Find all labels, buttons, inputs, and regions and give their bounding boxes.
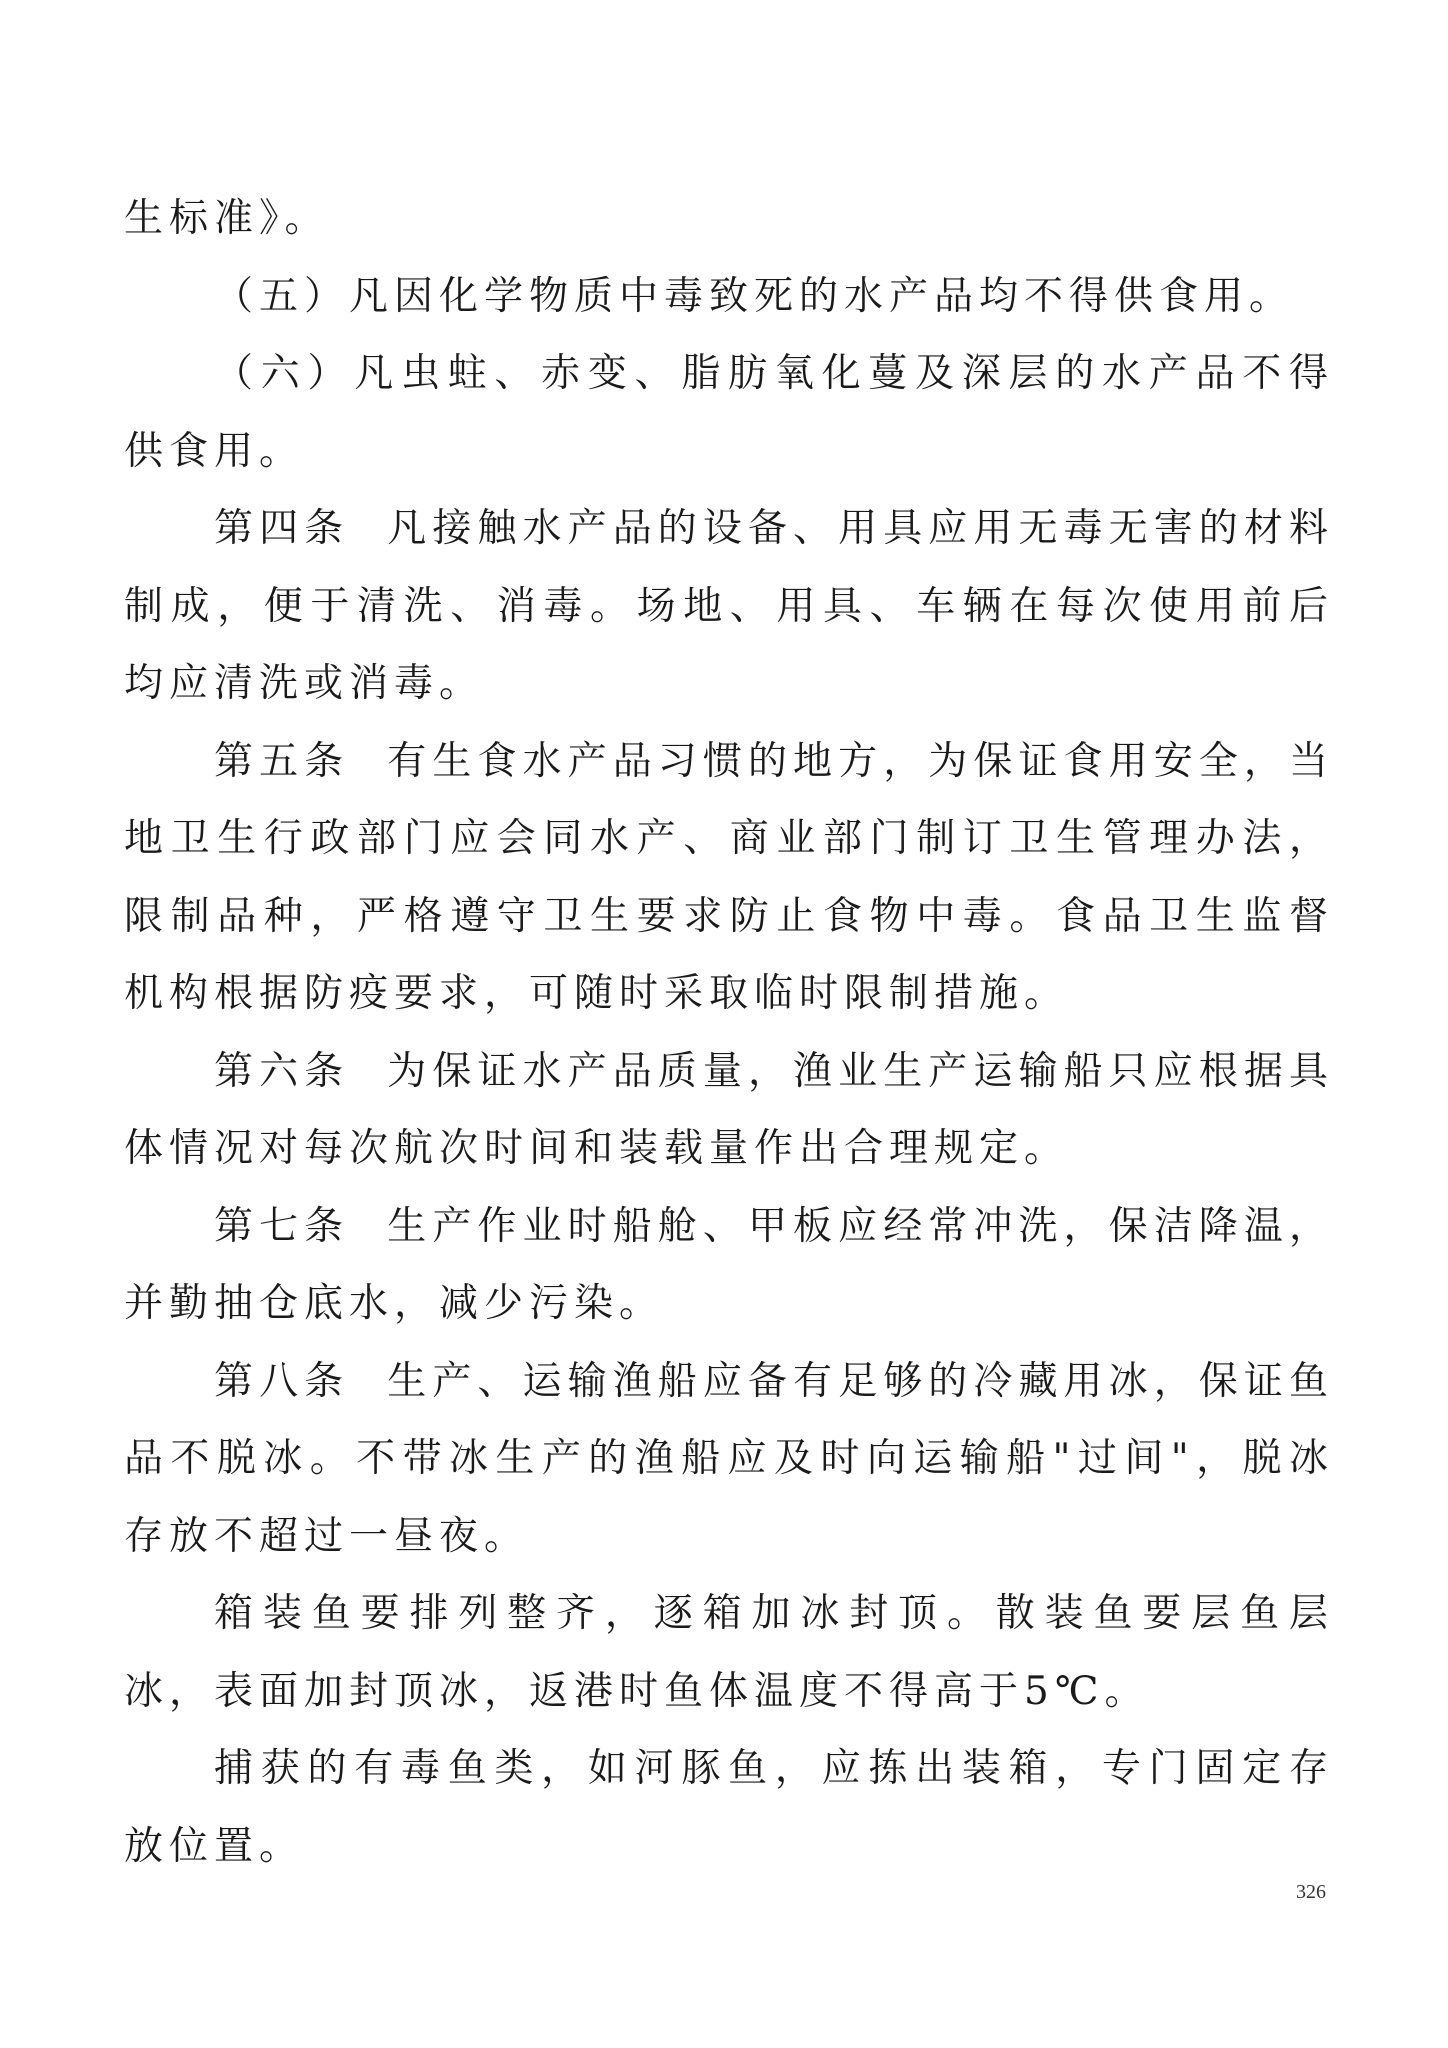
paragraph-text: （六）凡虫蛀、赤变、脂肪氧化蔓及深层的水产品不得供食用。 xyxy=(124,351,1334,474)
paragraph-text: 箱装鱼要排列整齐，逐箱加冰封顶。散装鱼要层鱼层冰，表面加封顶冰，返港时鱼体温度不得高于5℃。 xyxy=(124,1591,1334,1714)
paragraph-article-7 xyxy=(124,1188,1334,1343)
article-number: 第六条 xyxy=(214,1048,350,1094)
paragraph-item-5 xyxy=(124,258,1334,336)
paragraph-boxed-fish xyxy=(124,1575,1334,1730)
paragraph-text: （五）凡因化学物质中毒致死的水产品均不得供食用。 xyxy=(214,273,1295,319)
paragraph-text: 为保证水产品质量，渔业生产运输船只应根据具体情况对每次航次时间和装载量作出合理规定。 xyxy=(124,1048,1334,1171)
paragraph-text: 捕获的有毒鱼类，如河豚鱼，应拣出装箱，专门固定存放位置。 xyxy=(124,1746,1334,1869)
paragraph-text: 生产作业时船舱、甲板应经常冲洗，保洁降温，并勤抽仓底水，减少污染。 xyxy=(124,1203,1334,1326)
paragraph-article-8 xyxy=(124,1343,1334,1576)
paragraph-toxic-fish xyxy=(124,1730,1334,1885)
body-text xyxy=(124,180,1334,1885)
article-number: 第七条 xyxy=(214,1203,350,1249)
article-number: 第五条 xyxy=(214,738,350,784)
article-number: 第四条 xyxy=(214,506,350,551)
paragraph-continuation xyxy=(124,180,1334,258)
page-number: 326 xyxy=(1296,1881,1326,1903)
paragraph-article-5 xyxy=(124,723,1334,1033)
article-number: 第八条 xyxy=(214,1358,350,1404)
paragraph-text: 有生食水产品习惯的地方，为保证食用安全，当地卫生行政部门应会同水产、商业部门制订卫生管理办法，限制品种，严格遵守卫生要求防止食物中毒。食品卫生监督机构根据防疫要求，可随时采取临时限制措施。 xyxy=(124,738,1334,1016)
paragraph-text: 凡接触水产品的设备、用具应用无毒无害的材料制成，便于清洗、消毒。场地、用具、车辆在每次使用前后均应清洗或消毒。 xyxy=(124,506,1334,706)
paragraph-article-6 xyxy=(124,1033,1334,1188)
paragraph-text: 生产、运输渔船应备有足够的冷藏用冰，保证鱼品不脱冰。不带冰生产的渔船应及时向运输船"过间"，脱冰存放不超过一昼夜。 xyxy=(124,1358,1334,1559)
paragraph-item-6 xyxy=(124,335,1334,490)
paragraph-text: 生标准》。 xyxy=(124,196,330,241)
paragraph-article-4 xyxy=(124,490,1334,723)
